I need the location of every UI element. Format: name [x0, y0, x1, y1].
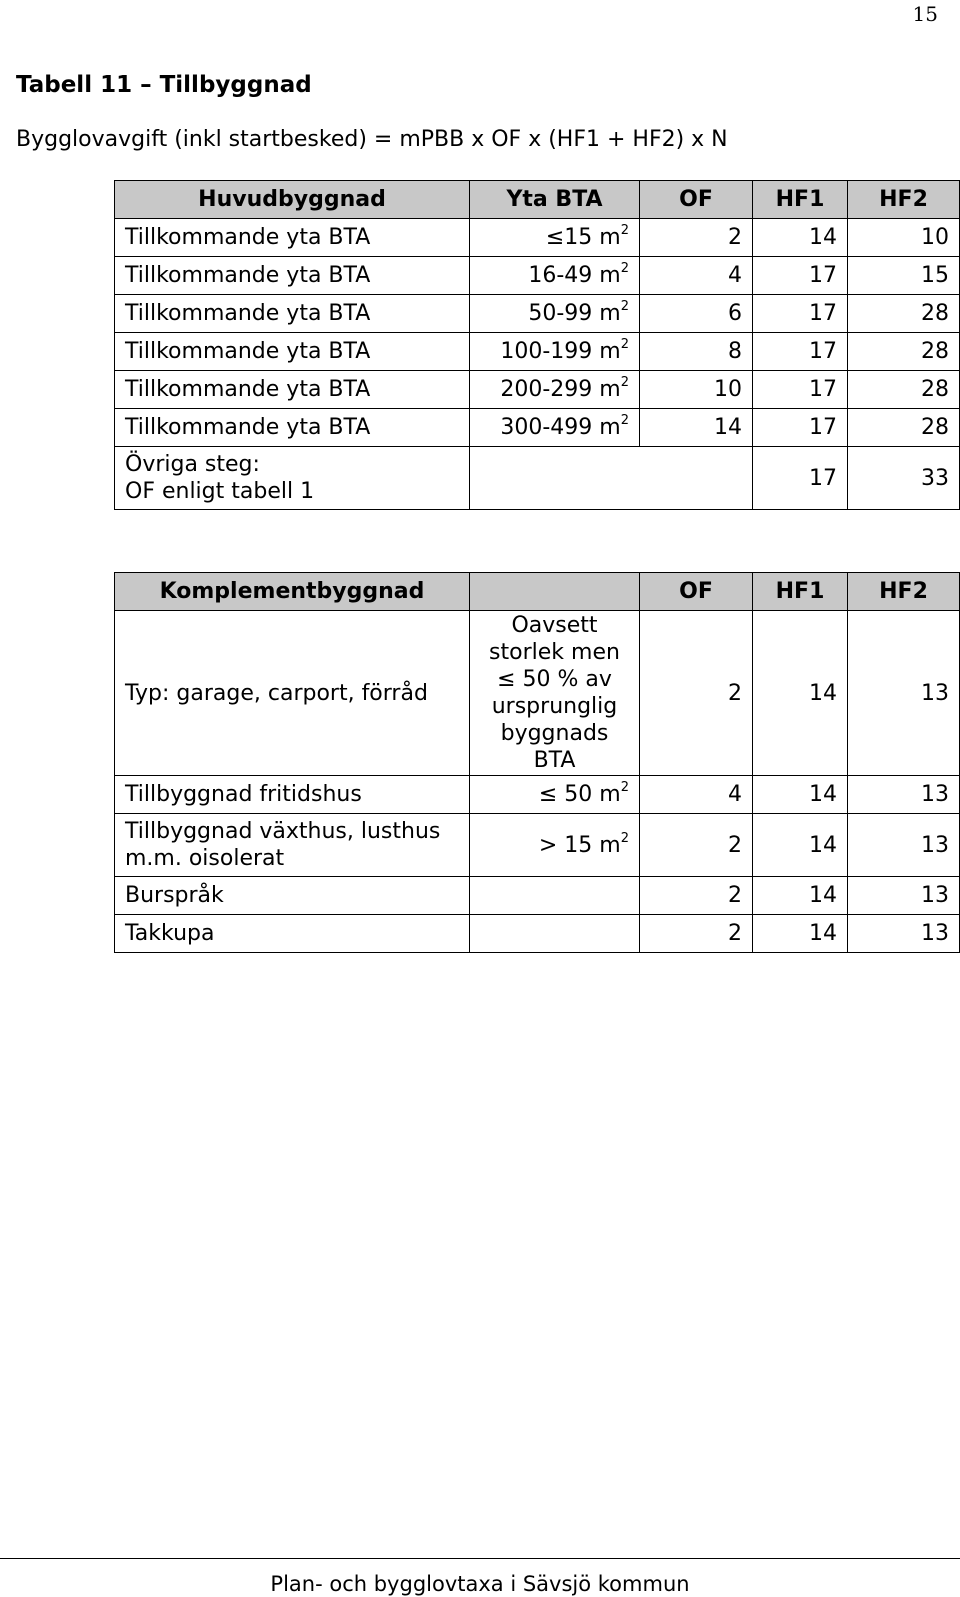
- row-label-line2: OF enligt tabell 1: [125, 479, 315, 504]
- row-yta: Oavsett storlek men ≤ 50 % av ursprunglig byggnads BTA: [470, 611, 640, 776]
- header-hf1: HF1: [753, 573, 848, 611]
- header-komplementbyggnad: Komplementbyggnad: [115, 573, 470, 611]
- table-row: [115, 409, 960, 447]
- row-empty-cell: [470, 915, 640, 953]
- komplementbyggnad-table: [114, 572, 960, 953]
- row-yta: 50-99 $m^2$: [470, 295, 640, 333]
- header-hf1: HF1: [753, 181, 848, 219]
- row-label: Tillkommande yta BTA: [115, 333, 470, 371]
- row-hf2: 13: [848, 877, 960, 915]
- row-of: 10: [640, 371, 753, 409]
- row-hf1: 17: [753, 409, 848, 447]
- row-of: 2: [640, 877, 753, 915]
- row-label: Tillkommande yta BTA: [115, 257, 470, 295]
- row-hf1: 17: [753, 257, 848, 295]
- table-row-ovriga: [115, 447, 960, 510]
- row-hf2: 28: [848, 409, 960, 447]
- row-label: Tillkommande yta BTA: [115, 295, 470, 333]
- row-label: Tillkommande yta BTA: [115, 409, 470, 447]
- row-yta: 300-499 $m^2$: [470, 409, 640, 447]
- table-row: [115, 611, 960, 776]
- row-label: Tillbyggnad växthus, lusthus m.m. oisolerat: [115, 814, 470, 877]
- row-hf2: 15: [848, 257, 960, 295]
- row-hf1: 14: [753, 915, 848, 953]
- row-hf1: 14: [753, 219, 848, 257]
- header-of: OF: [640, 181, 753, 219]
- header-huvudbyggnad: Huvudbyggnad: [115, 181, 470, 219]
- header-blank: [470, 573, 640, 611]
- table-row: [115, 219, 960, 257]
- row-of: 2: [640, 915, 753, 953]
- row-label: Tillkommande yta BTA: [115, 219, 470, 257]
- row-hf2: 33: [848, 447, 960, 510]
- huvudbyggnad-table: [114, 180, 960, 510]
- row-hf2: 28: [848, 333, 960, 371]
- row-hf1: 17: [753, 447, 848, 510]
- row-empty-cell: [470, 877, 640, 915]
- table-row: [115, 915, 960, 953]
- row-label-line1: Övriga steg:: [125, 452, 260, 477]
- row-hf2: 28: [848, 371, 960, 409]
- header-yta-bta: Yta BTA: [470, 181, 640, 219]
- row-of: 2: [640, 814, 753, 877]
- header-of: OF: [640, 573, 753, 611]
- row-yta: 16-49 $m^2$: [470, 257, 640, 295]
- row-label: Burspråk: [115, 877, 470, 915]
- row-hf1: 17: [753, 371, 848, 409]
- row-label: Tillbyggnad fritidshus: [115, 776, 470, 814]
- table-row: [115, 877, 960, 915]
- row-yta: > 15 $m^2$: [470, 814, 640, 877]
- row-yta: 200-299 $m^2$: [470, 371, 640, 409]
- row-hf1: 14: [753, 611, 848, 776]
- row-yta: ≤ 50 $m^2$: [470, 776, 640, 814]
- row-hf2: 13: [848, 814, 960, 877]
- header-hf2: HF2: [848, 573, 960, 611]
- table-row: [115, 776, 960, 814]
- row-of: 4: [640, 776, 753, 814]
- table-header-row: [115, 573, 960, 611]
- table-row: [115, 333, 960, 371]
- row-hf1: 14: [753, 814, 848, 877]
- row-empty-cell: [470, 447, 753, 510]
- row-label: Tillkommande yta BTA: [115, 371, 470, 409]
- row-of: 8: [640, 333, 753, 371]
- row-hf2: 13: [848, 915, 960, 953]
- table-row: [115, 295, 960, 333]
- row-label: Typ: garage, carport, förråd: [115, 611, 470, 776]
- table-row: [115, 257, 960, 295]
- row-label: Takkupa: [115, 915, 470, 953]
- header-hf2: HF2: [848, 181, 960, 219]
- row-of: 2: [640, 219, 753, 257]
- table-header-row: [115, 181, 960, 219]
- table-row: [115, 814, 960, 877]
- row-hf1: 14: [753, 877, 848, 915]
- row-label: [115, 447, 470, 510]
- row-yta: 100-199 $m^2$: [470, 333, 640, 371]
- row-hf2: 13: [848, 611, 960, 776]
- row-hf2: 13: [848, 776, 960, 814]
- row-hf2: 28: [848, 295, 960, 333]
- row-of: 2: [640, 611, 753, 776]
- table-title: Tabell 11 – Tillbyggnad: [16, 72, 312, 98]
- row-of: 4: [640, 257, 753, 295]
- table-row: [115, 371, 960, 409]
- row-of: 6: [640, 295, 753, 333]
- row-hf1: 17: [753, 295, 848, 333]
- page-number: 15: [912, 2, 938, 26]
- row-yta: ≤15 $m^2$: [470, 219, 640, 257]
- row-hf1: 17: [753, 333, 848, 371]
- footer-divider: [0, 1558, 960, 1559]
- page-footer: Plan- och bygglovtaxa i Sävsjö kommun: [270, 1572, 690, 1596]
- row-of: 14: [640, 409, 753, 447]
- row-hf2: 10: [848, 219, 960, 257]
- row-hf1: 14: [753, 776, 848, 814]
- fee-formula: Bygglovavgift (inkl startbesked) = mPBB x OF x (HF1 + HF2) x N: [16, 127, 728, 152]
